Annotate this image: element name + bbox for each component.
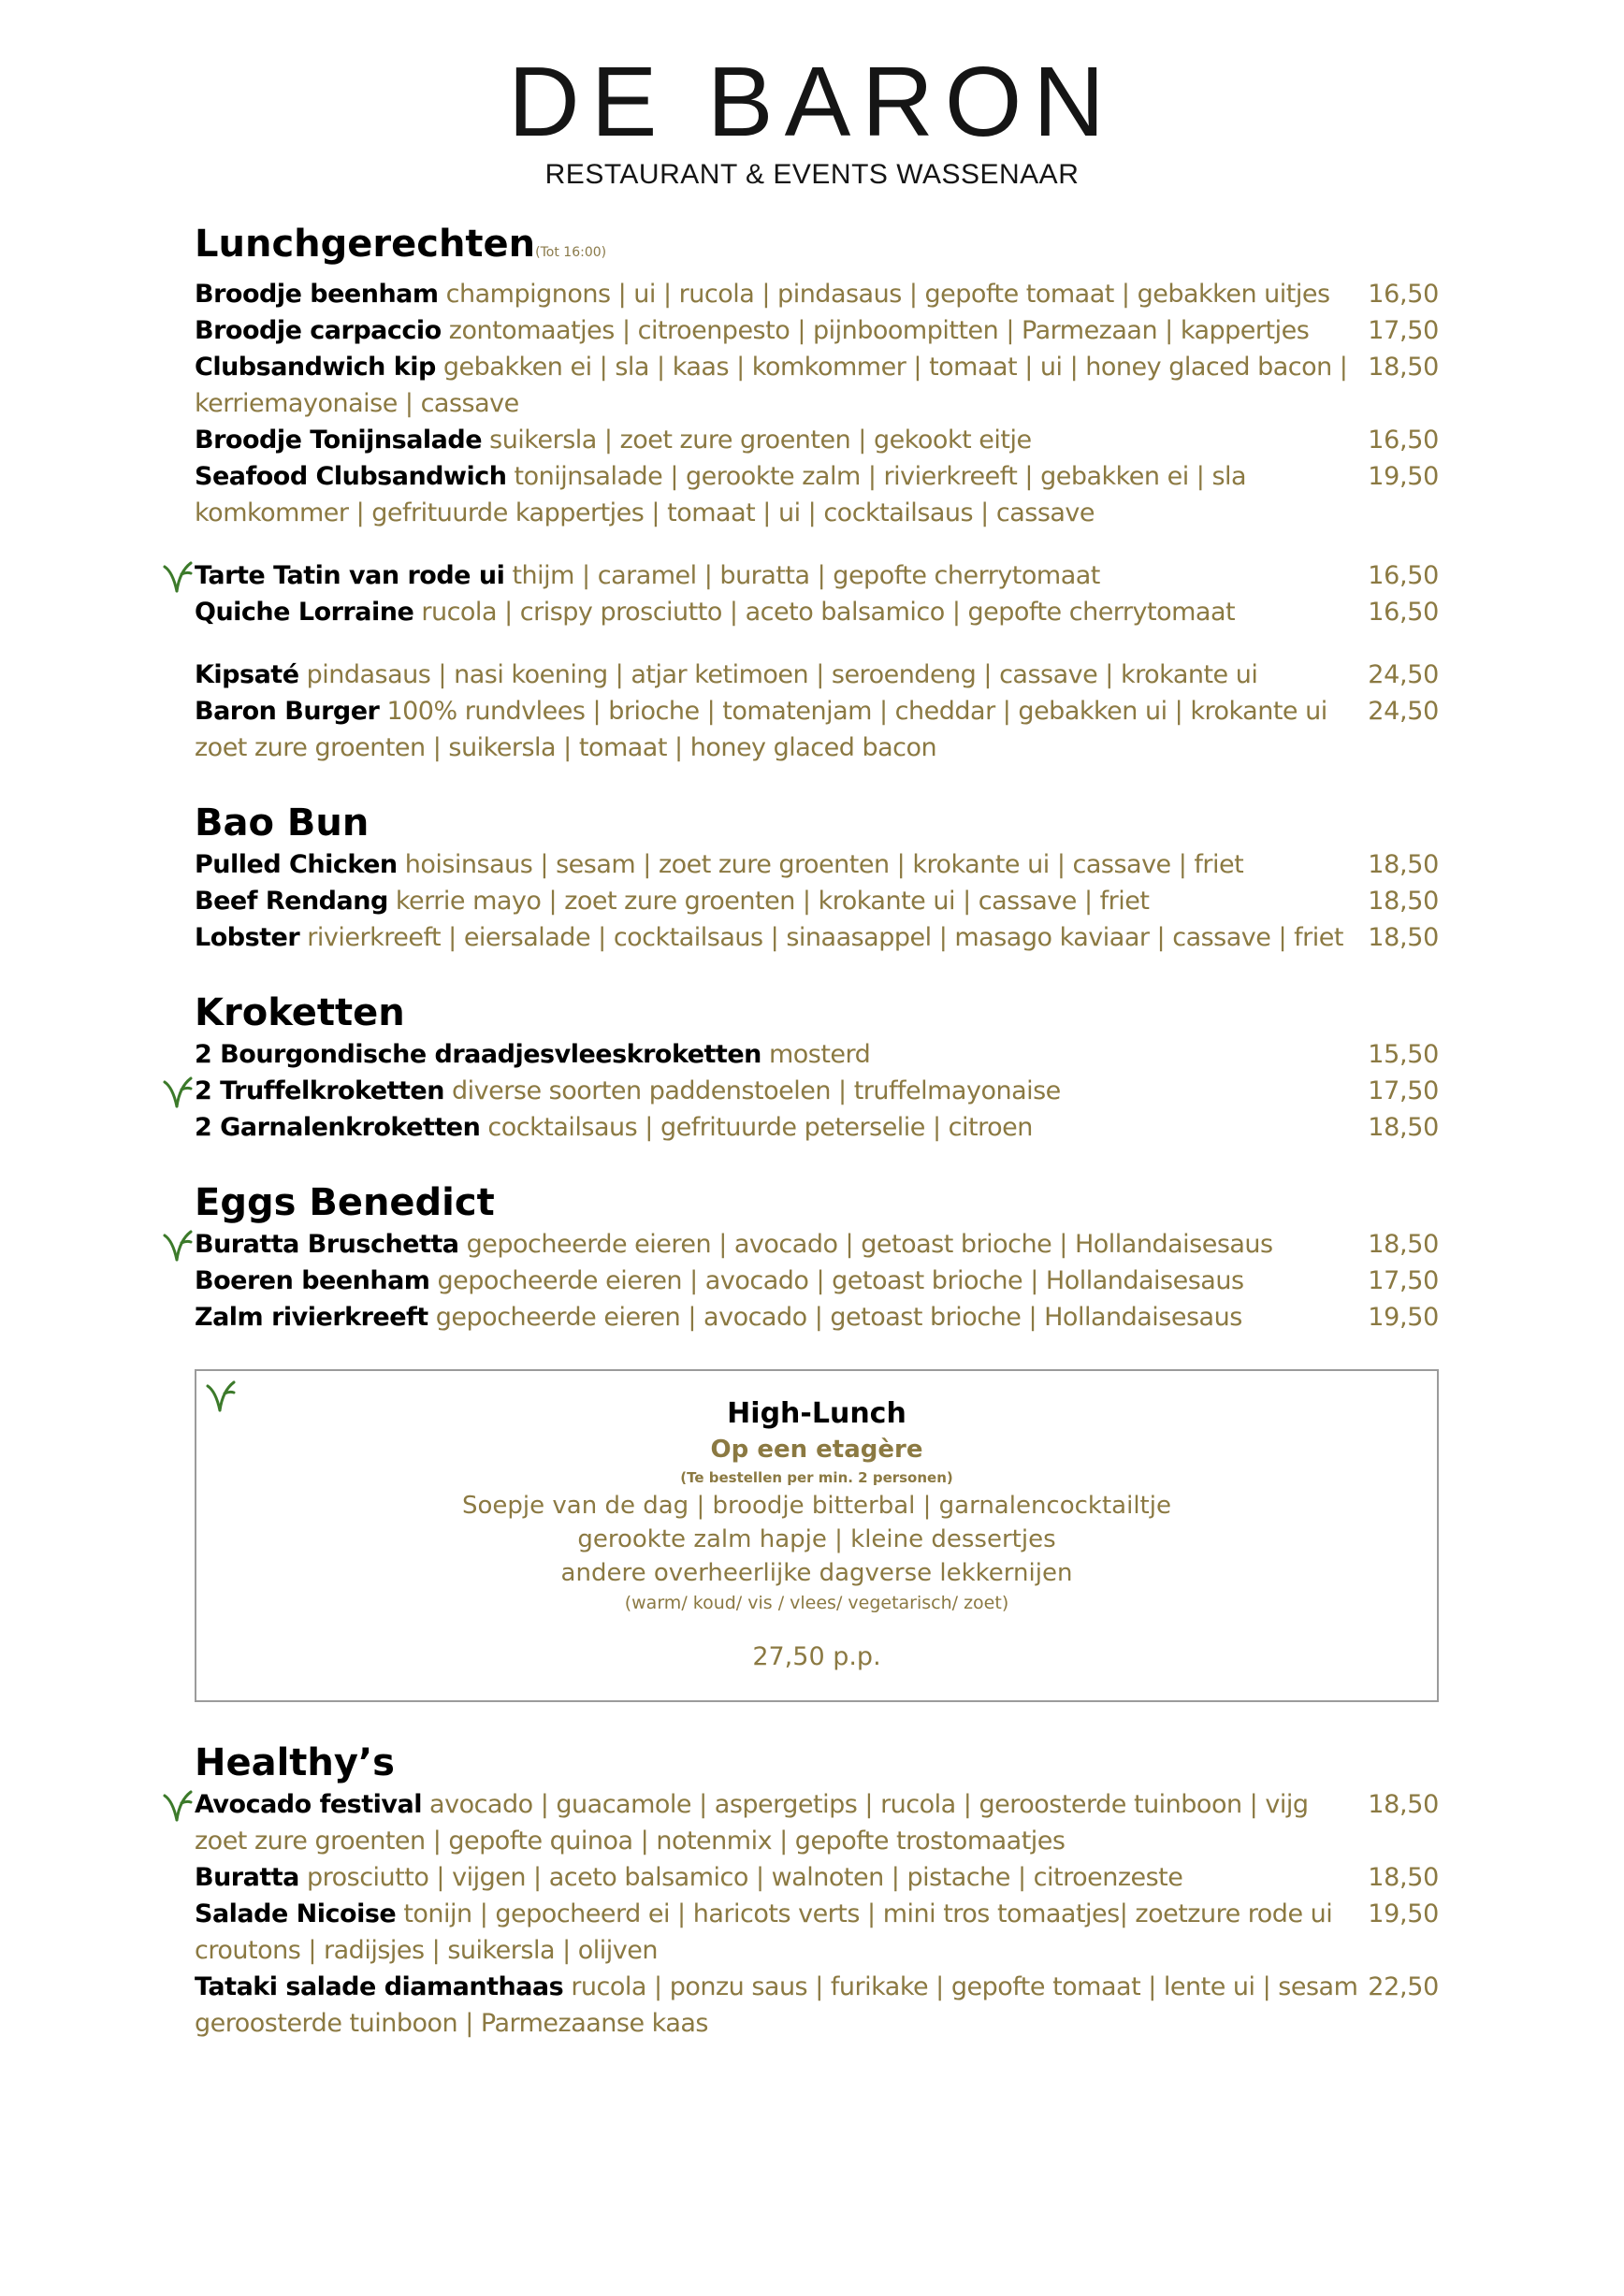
item-price: 18,50 (1368, 887, 1439, 916)
item-name: Broodje carpaccio (195, 316, 442, 345)
item-name: 2 Garnalenkroketten (195, 1113, 481, 1142)
item-text (195, 557, 1368, 594)
item-price: 17,50 (1368, 316, 1439, 345)
item-description: suikersla | zoet zure groenten | gekookt eitje (489, 426, 1032, 455)
item-description: prosciutto | vijgen | aceto balsamico | walnoten | pistache | citroenzeste (306, 1863, 1183, 1892)
high-lunch-line: andere overheerlijke dagverse lekkernijen (560, 1559, 1073, 1587)
item-text (195, 594, 1368, 630)
item-text (195, 349, 1368, 422)
item-price: 22,50 (1368, 1972, 1439, 2001)
item-price: 19,50 (1368, 1899, 1439, 1928)
item-text (195, 1263, 1368, 1299)
item-price: 18,50 (1368, 1230, 1439, 1259)
item-price: 18,50 (1368, 850, 1439, 879)
item-price: 16,50 (1368, 598, 1439, 627)
item-group (195, 846, 1439, 956)
menu-item (195, 422, 1439, 458)
item-text (195, 1109, 1368, 1146)
item-name: Kipsaté (195, 660, 299, 689)
high-lunch-line: Soepje van de dag | broodje bitterbal | garnalencocktailtje (462, 1492, 1171, 1520)
item-name: Tarte Tatin van rode ui (195, 561, 505, 590)
item-text (195, 657, 1368, 693)
high-lunch-title: High-Lunch (727, 1397, 906, 1430)
vegetarian-sprout-icon (163, 1230, 193, 1262)
item-price: 16,50 (1368, 426, 1439, 455)
item-name: Quiche Lorraine (195, 598, 414, 627)
item-text (195, 883, 1368, 919)
menu-item (195, 1969, 1439, 2042)
item-name: Broodje beenham (195, 280, 439, 309)
item-name: Seafood Clubsandwich (195, 462, 507, 491)
item-description: tonijn | gepocheerd ei | haricots verts | mini tros tomaatjes| zoetzure rode ui croutons | radijsjes | suikersla | olijven (195, 1899, 1333, 1965)
vegetarian-sprout-icon (163, 1076, 193, 1108)
item-price: 24,50 (1368, 697, 1439, 726)
item-name: 2 Truffelkroketten (195, 1076, 444, 1105)
high-lunch-box (195, 1369, 1439, 1702)
item-name: Zalm rivierkreeft (195, 1303, 428, 1332)
item-description: gepocheerde eieren | avocado | getoast brioche | Hollandaisesaus (435, 1303, 1242, 1332)
item-name: Salade Nicoise (195, 1899, 397, 1928)
section-title (195, 1740, 1439, 1786)
vegetarian-sprout-icon (163, 561, 193, 593)
section-title (195, 1179, 1439, 1226)
item-group (195, 1786, 1439, 2042)
item-description: gepocheerde eieren | avocado | getoast brioche | Hollandaisesaus (466, 1230, 1273, 1259)
item-text (195, 1786, 1368, 1859)
section-title (195, 221, 1439, 276)
menu-item (195, 883, 1439, 919)
item-price: 18,50 (1368, 353, 1439, 382)
item-description: gebakken ei | sla | kaas | komkommer | tomaat | ui | honey glaced bacon | kerriemayonaise | cassave (195, 353, 1348, 418)
item-text (195, 1896, 1368, 1969)
item-name: Pulled Chicken (195, 850, 398, 879)
item-description: gepocheerde eieren | avocado | getoast brioche | Hollandaisesaus (437, 1266, 1244, 1295)
item-price: 16,50 (1368, 280, 1439, 309)
item-price: 15,50 (1368, 1040, 1439, 1069)
section-title-text: Eggs Benedict (195, 1181, 495, 1224)
item-description: mosterd (768, 1040, 871, 1069)
menu-item (195, 349, 1439, 422)
menu-item (195, 1073, 1439, 1109)
item-description: rivierkreeft | eiersalade | cocktailsaus | sinaasappel | masago kaviaar | cassave | friet (307, 923, 1343, 952)
menu-item (195, 594, 1439, 630)
item-text (195, 1036, 1368, 1073)
menu-item (195, 1036, 1439, 1073)
menu-section (195, 1179, 1439, 1336)
item-group (195, 1226, 1439, 1336)
item-name: Broodje Tonijnsalade (195, 426, 483, 455)
item-description: kerrie mayo | zoet zure groenten | krokante ui | cassave | friet (395, 887, 1150, 916)
section-title-text: Healthy’s (195, 1741, 395, 1784)
high-lunch-line: gerookte zalm hapje | kleine dessertjes (577, 1525, 1056, 1553)
section-title (195, 800, 1439, 846)
item-text (195, 1226, 1368, 1263)
item-text (195, 312, 1368, 349)
vegetarian-sprout-icon (206, 1380, 236, 1412)
item-price: 18,50 (1368, 923, 1439, 952)
item-name: Clubsandwich kip (195, 353, 436, 382)
item-name: Lobster (195, 923, 300, 952)
menu-content (195, 221, 1439, 2075)
item-text (195, 693, 1368, 766)
item-text (195, 276, 1368, 312)
high-lunch-types: (warm/ koud/ vis / vlees/ vegetarisch/ zoet) (624, 1593, 1009, 1613)
item-group (195, 657, 1439, 766)
menu-item (195, 1263, 1439, 1299)
item-price: 19,50 (1368, 462, 1439, 491)
item-description: cocktailsaus | gefrituurde peterselie | citroen (487, 1113, 1033, 1142)
menu-item (195, 657, 1439, 693)
section-title-text: Kroketten (195, 991, 405, 1034)
item-description: diverse soorten paddenstoelen | truffelmayonaise (452, 1076, 1061, 1105)
menu-item (195, 458, 1439, 531)
menu-item (195, 1109, 1439, 1146)
item-description: tonijnsalade | gerookte zalm | rivierkreeft | gebakken ei | sla komkommer | gefrituurde kappertjes | tomaat | ui | cocktailsaus | cassave (195, 462, 1247, 527)
high-lunch-note: (Te bestellen per min. 2 personen) (680, 1469, 953, 1486)
item-group (195, 1036, 1439, 1146)
item-text (195, 422, 1368, 458)
item-price: 24,50 (1368, 660, 1439, 689)
item-description: champignons | ui | rucola | pindasaus | gepofte tomaat | gebakken uitjes (445, 280, 1330, 309)
menu-item (195, 1226, 1439, 1263)
item-description: hoisinsaus | sesam | zoet zure groenten | krokante ui | cassave | friet (404, 850, 1244, 879)
item-description: avocado | guacamole | aspergetips | rucola | geroosterde tuinboon | vijg zoet zure groenten | gepofte quinoa | notenmix | gepofte trostomaatjes (195, 1790, 1309, 1856)
item-description: 100% rundvlees | brioche | tomatenjam | cheddar | gebakken ui | krokante ui zoet zure groenten | suikersla | tomaat | honey glaced bacon (195, 697, 1327, 762)
menu-item (195, 1859, 1439, 1896)
item-name: Avocado festival (195, 1790, 422, 1819)
menu-item (195, 846, 1439, 883)
high-lunch-price: 27,50 p.p. (752, 1642, 881, 1671)
item-group (195, 557, 1439, 630)
logo-tagline: RESTAURANT & EVENTS WASSENAAR (544, 159, 1080, 190)
menu-item (195, 1786, 1439, 1859)
logo (0, 47, 1624, 191)
menu-item (195, 276, 1439, 312)
menu-item (195, 557, 1439, 594)
item-price: 17,50 (1368, 1076, 1439, 1105)
menu-section (195, 1740, 1439, 2042)
item-name: Baron Burger (195, 697, 380, 726)
item-name: Buratta (195, 1863, 299, 1892)
item-text (195, 1859, 1368, 1896)
item-text (195, 1299, 1368, 1336)
item-price: 19,50 (1368, 1303, 1439, 1332)
menu-section (195, 221, 1439, 766)
logo-name: DE BARON (508, 47, 1116, 157)
item-text (195, 846, 1368, 883)
item-text (195, 919, 1368, 956)
item-price: 17,50 (1368, 1266, 1439, 1295)
item-description: rucola | crispy prosciutto | aceto balsamico | gepofte cherrytomaat (421, 598, 1236, 627)
vegetarian-sprout-icon (163, 1790, 193, 1822)
section-title-text: Bao Bun (195, 801, 370, 845)
section-title (195, 989, 1439, 1036)
item-text (195, 1969, 1368, 2042)
menu-item (195, 693, 1439, 766)
high-lunch-subtitle: Op een etagère (710, 1436, 923, 1464)
item-description: rucola | ponzu saus | furikake | gepofte tomaat | lente ui | sesam geroosterde tuinboon | Parmezaanse kaas (195, 1972, 1358, 2038)
item-price: 18,50 (1368, 1790, 1439, 1819)
menu-item (195, 312, 1439, 349)
menu-section (195, 800, 1439, 956)
menu-item (195, 1299, 1439, 1336)
section-title-text: Lunchgerechten (195, 223, 536, 266)
menu-item (195, 1896, 1439, 1969)
item-description: pindasaus | nasi koening | atjar ketimoen | seroendeng | cassave | krokante ui (306, 660, 1258, 689)
item-description: zontomaatjes | citroenpesto | pijnboompitten | Parmezaan | kappertjes (448, 316, 1310, 345)
item-text (195, 458, 1368, 531)
item-name: Tataki salade diamanthaas (195, 1972, 564, 2001)
item-text (195, 1073, 1368, 1109)
item-group (195, 276, 1439, 531)
item-price: 18,50 (1368, 1113, 1439, 1142)
item-name: Buratta Bruschetta (195, 1230, 459, 1259)
section-note: (Tot 16:00) (535, 245, 607, 260)
item-name: Beef Rendang (195, 887, 388, 916)
menu-item (195, 919, 1439, 956)
item-name: 2 Bourgondische draadjesvleeskroketten (195, 1040, 761, 1069)
item-name: Boeren beenham (195, 1266, 430, 1295)
item-price: 16,50 (1368, 561, 1439, 590)
item-description: thijm | caramel | buratta | gepofte cherrytomaat (512, 561, 1100, 590)
menu-section (195, 989, 1439, 1146)
item-price: 18,50 (1368, 1863, 1439, 1892)
